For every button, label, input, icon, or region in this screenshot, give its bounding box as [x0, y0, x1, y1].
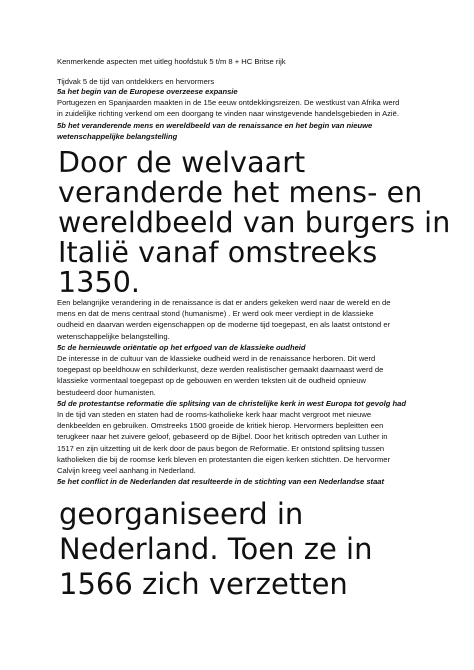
paragraph-line: Calvijn kreeg veel aanhang in Nederland. — [57, 466, 196, 476]
paragraph-line: wetenschappelijke belangstelling. — [57, 331, 170, 341]
large-text-line: 1350. — [58, 266, 141, 299]
large-text-line: Italië vanaf omstreeks — [58, 236, 378, 269]
large-text-line: veranderde het mens- en — [58, 176, 423, 209]
document-title: Kenmerkende aspecten met uitleg hoofdstuk 5 t/m 8 + HC Britse rijk — [57, 57, 286, 66]
paragraph-line: 1517 en zijn uitzetting uit de kerk door de paus begon de Reformatie. Er ontstond splitsing tussen — [57, 443, 385, 453]
large-text-line: Nederland. Toen ze in — [59, 532, 373, 566]
paragraph-line: in zuidelijke richting verkend om een doorgang te vinden naar winstgevende handelsgebieden in Azië. — [57, 109, 399, 119]
large-text-block-1 — [58, 148, 450, 298]
heading-5b-cont: wetenschappelijke belangstelling — [57, 131, 178, 141]
heading-5b: 5b het veranderende mens en wereldbeeld van de renaissance en het begin van nieuwe — [57, 120, 373, 130]
large-text-block-2 — [59, 497, 372, 602]
paragraph-line: klassieke vormentaal toegepast op de gebouwen en werden teksten uit de oudheid opnieuw — [57, 376, 367, 386]
tijdvak-heading: Tijdvak 5 de tijd van ontdekkers en hervormers — [57, 77, 215, 86]
paragraph-line: terugkeer naar het zuivere geloof, gebaseerd op de Bijbel. Door het kritisch optreden van Luther in — [57, 432, 388, 442]
paragraph-line: In de tijd van steden en staten had de rooms-katholieke kerk haar macht vergroot met nieuwe — [57, 410, 372, 420]
heading-5a: 5a het begin van de Europese overzeese expansie — [57, 87, 238, 96]
paragraph-line: mens en dat de mens centraal stond (humanisme) . Er werd ook meer verdiept in de klassieke — [57, 309, 374, 319]
large-text-line: georganiseerd in — [59, 497, 304, 531]
paragraph-line: katholieken die bij de roomse kerk bleven en protestanten die eigen kerken stichtten. De hervormer — [57, 454, 391, 464]
paragraph-line: denkbeelden en gebruiken. Omstreeks 1500 groeide de kritiek hierop. Hervormers bepleitten een — [57, 421, 384, 431]
paragraph-line: bestudeerd door humanisten. — [57, 387, 156, 397]
section-5a-5b — [57, 86, 399, 142]
paragraph-line: Portugezen en Spanjaarden maakten in de 15e eeuw ontdekkingsreizen. De westkust van Afrika werd — [57, 98, 400, 108]
heading-5c: 5c de hernieuwde oriëntatie op het erfgoed van de klassieke oudheid — [57, 342, 306, 352]
paragraph-line: toegepast op beeldhouw en schilderkunst, deze werden realistischer gemaakt daarnaast werd de — [57, 365, 384, 375]
heading-5e: 5e het conflict in de Nederlanden dat resulteerde in de stichting van een Nederlandse staat — [57, 477, 385, 487]
heading-5d: 5d de protestantse reformatie die splitsing van de christelijke kerk in west Europa tot gevolg had — [57, 398, 406, 408]
paragraph-line: Een belangrijke verandering in de renaissance is dat er anders gekeken werd naar de wereld en de — [57, 298, 391, 307]
large-text-line: 1566 zich verzetten — [59, 567, 348, 601]
large-text-line: wereldbeeld van burgers in — [58, 206, 451, 239]
large-text-line: Door de welvaart — [58, 146, 306, 179]
paragraph-line: De interesse in de cultuur van de klassieke oudheid werd in de renaissance herboren. Dit werd — [57, 354, 376, 364]
section-5b-5e — [57, 297, 406, 487]
paragraph-line: oudheid en daarvan werden eigenschappen op de moderne tijd toegepast, en als laatst ontstond er — [57, 320, 391, 330]
